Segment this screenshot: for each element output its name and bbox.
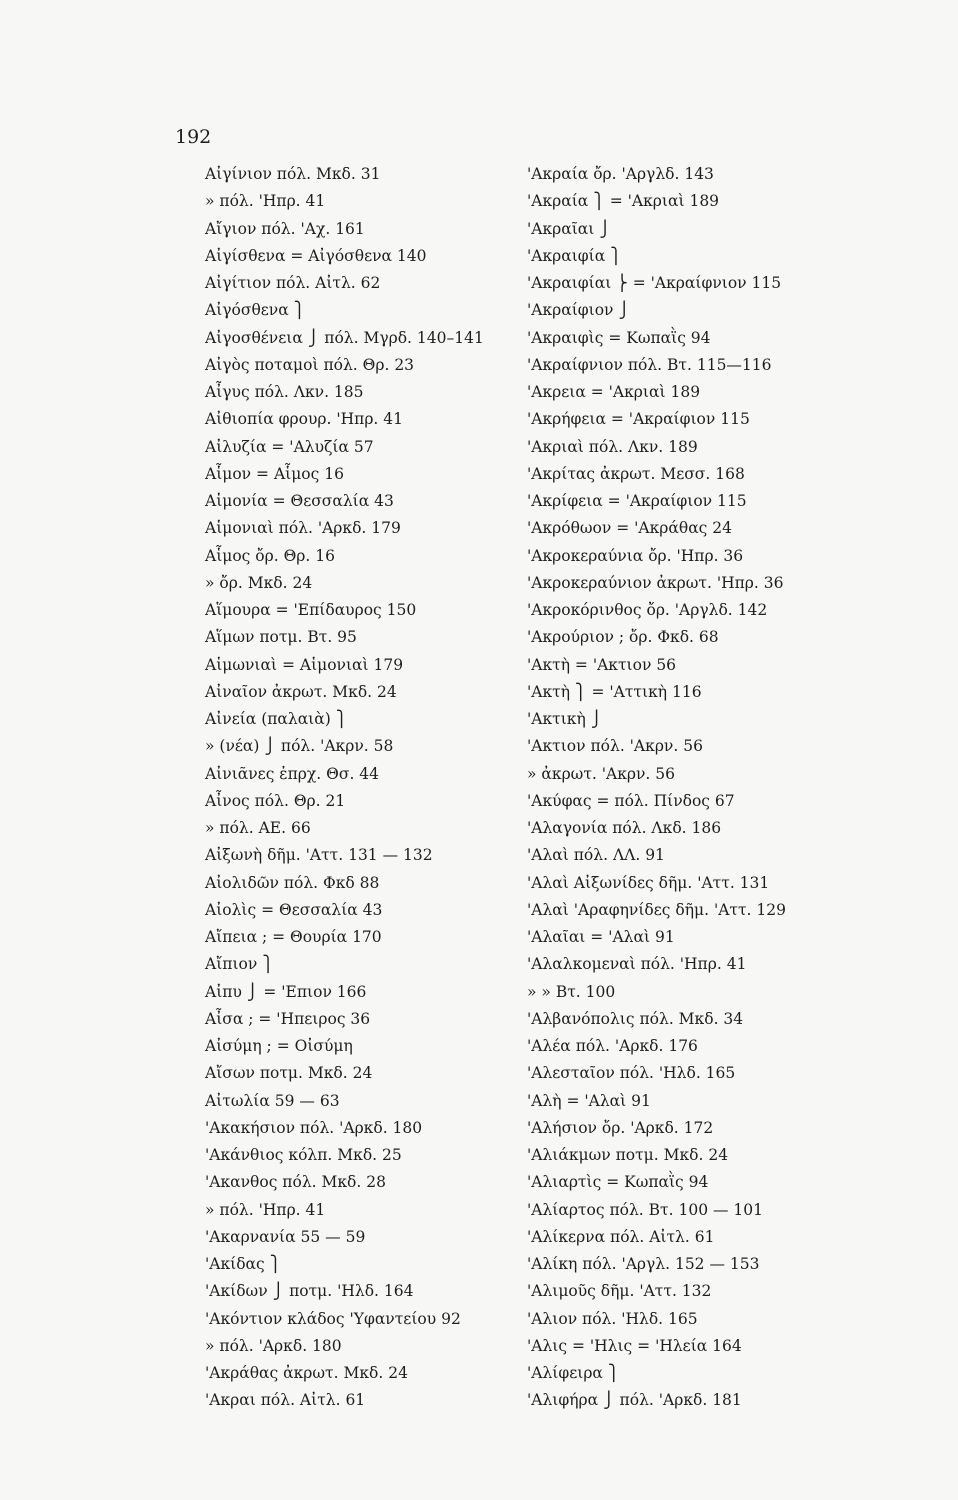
index-entry: 'Αλὴ = 'Αλαὶ 91: [527, 1091, 651, 1110]
index-entry: Αἰξωνὴ δῆμ. 'Αττ. 131 — 132: [205, 846, 433, 865]
index-entry: 'Ακραι πόλ. Αἰτλ. 61: [205, 1391, 366, 1410]
index-entry: 'Ακραίφιον ⎭: [527, 301, 631, 320]
index-entry: » ὄρ. Μκδ. 24: [205, 573, 313, 592]
index-entry: 'Ακακήσιον πόλ. 'Αρκδ. 180: [205, 1118, 423, 1137]
right-column: [527, 161, 857, 1415]
index-entry: 'Αλαὶ Αἰξωνίδες δῆμ. 'Αττ. 131: [527, 873, 770, 892]
index-entry: 'Αλίφειρα ⎫: [527, 1364, 620, 1382]
index-entry: 'Ακροκεραύνια ὄρ. 'Ηπρ. 36: [527, 546, 744, 565]
index-entry: » » Βτ. 100: [527, 982, 616, 1001]
index-entry: 'Ακρούριον ; ὄρ. Φκδ. 68: [527, 628, 719, 647]
index-entry: » (νέα) ⎭ πόλ. 'Ακρν. 58: [205, 737, 394, 756]
index-entry: 'Ακράθας ἀκρωτ. Μκδ. 24: [205, 1364, 408, 1382]
index-entry: 'Αλαῖαι = 'Αλαὶ 91: [527, 928, 675, 946]
index-entry: 'Ακίδων ⎭ ποτμ. 'Ηλδ. 164: [205, 1282, 414, 1301]
index-entry: 'Ακραῖαι ⎭: [527, 219, 611, 238]
index-entry: 'Αλιφήρα ⎭ πόλ. 'Αρκδ. 181: [527, 1391, 742, 1410]
index-entry: 'Ακραιφίαι ⎬ = 'Ακραίφνιον 115: [527, 274, 782, 292]
index-entry: Αἰολιδῶν πόλ. Φκδ 88: [205, 873, 380, 892]
index-entry: 'Ακόντιον κλάδος 'Υφαντείου 92: [205, 1309, 461, 1328]
index-entry: Αἴπιον ⎫: [205, 955, 274, 974]
index-entry: 'Ακριαὶ πόλ. Λκν. 189: [527, 437, 698, 456]
index-entry: 'Ακρίτας ἀκρωτ. Μεσσ. 168: [527, 464, 745, 483]
index-entry: 'Αλβανόπολις πόλ. Μκδ. 34: [527, 1009, 744, 1028]
index-entry: 'Αλεσταῖον πόλ. 'Ηλδ. 165: [527, 1064, 736, 1083]
index-entry: Αἴγιον πόλ. 'Αχ. 161: [205, 219, 365, 238]
index-entry: Αἰγὸς ποταμοὶ πόλ. Θρ. 23: [205, 355, 415, 374]
index-entry: Αἴσων ποτμ. Μκδ. 24: [205, 1064, 373, 1083]
index-entry: 'Αλήσιον ὄρ. 'Αρκδ. 172: [527, 1118, 714, 1137]
index-entry: 'Αλιαρτὶς = Κωπαῒς 94: [527, 1173, 709, 1192]
index-entry: 'Ακραιφὶς = Κωπαῒς 94: [527, 328, 711, 347]
index-entry: 'Αλίαρτος πόλ. Βτ. 100 — 101: [527, 1200, 763, 1219]
index-entry: 'Ακροκεραύνιον ἀκρωτ. 'Ηπρ. 36: [527, 573, 784, 592]
index-entry: 'Αλέα πόλ. 'Αρκδ. 176: [527, 1037, 698, 1055]
index-entry: 'Αλις = 'Ηλις = 'Ηλεία 164: [527, 1336, 742, 1355]
index-entry: 'Ακαρνανία 55 — 59: [205, 1227, 366, 1246]
index-entry: 'Αλαλκομεναὶ πόλ. 'Ηπρ. 41: [527, 955, 747, 974]
index-entry: » πόλ. 'Ηπρ. 41: [205, 192, 326, 211]
index-entry: 'Ακτικὴ ⎭: [527, 710, 603, 728]
index-entry: Αἰγίτιον πόλ. Αἰτλ. 62: [205, 274, 381, 292]
index-entry: 'Αλιμοῦς δῆμ. 'Αττ. 132: [527, 1282, 712, 1301]
index-entry: Αἰπυ ⎭ = 'Επιον 166: [205, 982, 367, 1001]
index-entry: Αἱμονιαὶ πόλ. 'Αρκδ. 179: [205, 519, 401, 538]
index-entry: » πόλ. 'Ηπρ. 41: [205, 1200, 326, 1219]
index-entry: 'Ακρήφεια = 'Ακραίφιον 115: [527, 410, 750, 429]
index-entry: Αἰγίσθενα = Αἰγόσθενα 140: [205, 246, 427, 265]
index-entry: 'Αλίκη πόλ. 'Αργλ. 152 — 153: [527, 1255, 760, 1273]
index-entry: Αἰνιᾶνες ἐπρχ. Θσ. 44: [205, 764, 380, 783]
index-entry: Αἷμον = Αἷμος 16: [205, 464, 344, 483]
index-entry: 'Ακραιφία ⎫: [527, 246, 622, 265]
index-entry: 'Ακτὴ = 'Ακτιον 56: [527, 655, 677, 674]
index-entry: 'Αλαὶ 'Αραφηνίδες δῆμ. 'Αττ. 129: [527, 900, 786, 919]
index-entry: » πόλ. 'Αρκδ. 180: [205, 1336, 342, 1355]
page-number: 192: [175, 126, 212, 148]
index-entry: » πόλ. ΑΕ. 66: [205, 819, 311, 837]
index-entry: 'Αλιάκμων ποτμ. Μκδ. 24: [527, 1146, 729, 1164]
index-entry: Αἰνεία (παλαιὰ) ⎫: [205, 710, 348, 728]
index-entry: Αἷμος ὄρ. Θρ. 16: [205, 546, 335, 565]
index-entry: 'Ακραία ὄρ. 'Αργλδ. 143: [527, 165, 714, 183]
index-entry: 'Ακανθος πόλ. Μκδ. 28: [205, 1173, 386, 1192]
index-entry: 'Ακίδας ⎫: [205, 1255, 282, 1273]
index-entry: Αἰλυζία = 'Αλυζία 57: [205, 437, 374, 456]
index-entry: 'Ακραία ⎫ = 'Ακριαὶ 189: [527, 192, 720, 211]
index-entry: Αἶγυς πόλ. Λκν. 185: [205, 383, 364, 401]
index-entry: Αἰολὶς = Θεσσαλία 43: [205, 900, 383, 919]
index-entry: 'Αλίκερνα πόλ. Αἰτλ. 61: [527, 1227, 715, 1246]
index-entry: 'Αλαὶ πόλ. ΛΛ. 91: [527, 846, 665, 865]
index-entry: 'Αλαγονία πόλ. Λκδ. 186: [527, 819, 722, 837]
index-entry: Αἴπεια ; = Θουρία 170: [205, 928, 382, 946]
index-entry: Αἵμουρα = 'Επίδαυρος 150: [205, 601, 417, 619]
index-entry: 'Αλιον πόλ. 'Ηλδ. 165: [527, 1309, 698, 1328]
index-entry: 'Ακραίφνιον πόλ. Βτ. 115—116: [527, 355, 772, 374]
index-entry: 'Ακρίφεια = 'Ακραίφιον 115: [527, 492, 747, 510]
index-entry: 'Ακάνθιος κόλπ. Μκδ. 25: [205, 1146, 402, 1164]
index-entry: Αἰθιοπία φρουρ. 'Ηπρ. 41: [205, 410, 404, 429]
index-entry: Αἰγόσθενα ⎫: [205, 301, 306, 320]
index-entry: Αἰγοσθένεια ⎭ πόλ. Μγρδ. 140–141: [205, 328, 484, 347]
index-entry: Αἱμωνιαὶ = Αἱμονιαὶ 179: [205, 655, 404, 674]
index-entry: Αἶσα ; = 'Ηπειρος 36: [205, 1009, 371, 1028]
index-entry: 'Ακρεια = 'Ακριαὶ 189: [527, 383, 701, 401]
index-entry: 'Ακτὴ ⎫ = 'Αττικὴ 116: [527, 682, 702, 701]
index-entry: 'Ακύφας = πόλ. Πίνδος 67: [527, 791, 735, 810]
index-entry: 'Ακροκόρινθος ὄρ. 'Αργλδ. 142: [527, 601, 768, 619]
index-entry: 'Ακρόθωον = 'Ακράθας 24: [527, 519, 733, 538]
index-entry: Αἶνος πόλ. Θρ. 21: [205, 791, 346, 810]
index-entry: Αἰναῖον ἀκρωτ. Μκδ. 24: [205, 682, 397, 701]
index-entry: 'Ακτιον πόλ. 'Ακρν. 56: [527, 737, 703, 756]
index-entry: Αἱμονία = Θεσσαλία 43: [205, 492, 394, 510]
left-column: [205, 161, 505, 1415]
index-entry: Αἰσύμη ; = Οἰσύμη: [205, 1037, 353, 1055]
index-entry: Αἰτωλία 59 — 63: [205, 1091, 340, 1110]
index-entry: » ἀκρωτ. 'Ακρν. 56: [527, 764, 675, 783]
index-entry: Αἵμων ποτμ. Βτ. 95: [205, 628, 357, 647]
index-entry: Αἰγίνιον πόλ. Μκδ. 31: [205, 165, 381, 183]
